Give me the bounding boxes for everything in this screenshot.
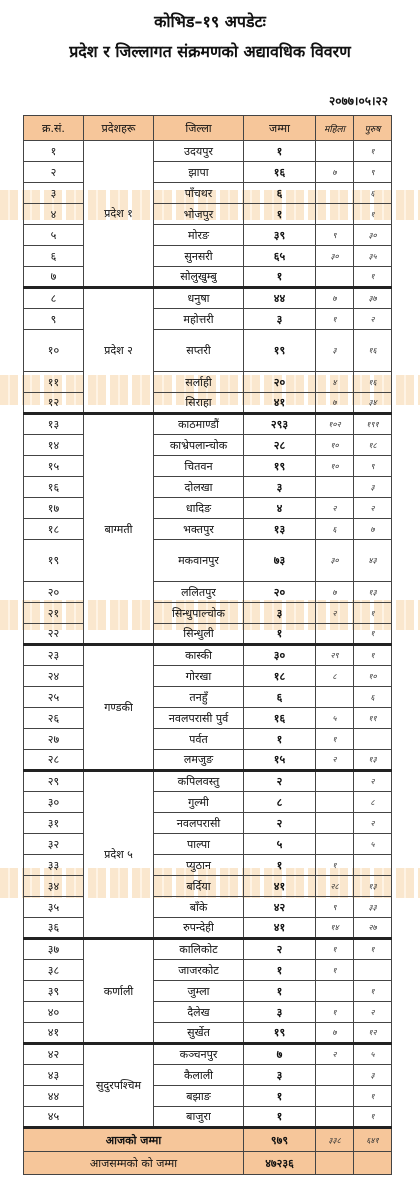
- male-cases-cell: १६: [354, 372, 392, 393]
- total-cases-cell: ६: [244, 687, 316, 708]
- female-cases-cell: [316, 687, 354, 708]
- province-name-cell: कर्णाली: [84, 939, 154, 1044]
- district-name-cell: बझाङ: [154, 1086, 244, 1107]
- serial-number-cell: २: [24, 162, 84, 183]
- male-cases-cell: १: [354, 141, 392, 162]
- female-cases-cell: [316, 183, 354, 204]
- total-cases-cell: १: [244, 141, 316, 162]
- female-cases-cell: १०: [316, 435, 354, 456]
- serial-number-cell: २२: [24, 624, 84, 645]
- table-row: [24, 855, 392, 876]
- district-name-cell: गुल्मी: [154, 792, 244, 813]
- district-name-cell: उदयपुर: [154, 141, 244, 162]
- cumulative-total-row: [24, 1152, 392, 1175]
- female-cases-cell: [316, 771, 354, 792]
- district-name-cell: बाँके: [154, 897, 244, 918]
- district-name-cell: नवलपरासी पुर्व: [154, 708, 244, 729]
- total-cases-cell: १: [244, 855, 316, 876]
- male-cases-cell: ३७: [354, 288, 392, 309]
- table-row: [24, 267, 392, 288]
- serial-number-cell: ४५: [24, 1107, 84, 1128]
- table-row: [24, 1065, 392, 1086]
- female-cases-cell: ५: [316, 708, 354, 729]
- table-row: [24, 540, 392, 582]
- female-cases-cell: [316, 141, 354, 162]
- table-row: [24, 330, 392, 372]
- district-name-cell: महोत्तरी: [154, 309, 244, 330]
- province-name-cell: प्रदेश २: [84, 288, 154, 414]
- serial-number-cell: ४३: [24, 1065, 84, 1086]
- serial-number-cell: ९: [24, 309, 84, 330]
- col-header-total: जम्मा: [244, 116, 316, 141]
- serial-number-cell: १८: [24, 519, 84, 540]
- district-name-cell: प्युठान: [154, 855, 244, 876]
- district-name-cell: लमजुङ: [154, 750, 244, 771]
- serial-number-cell: १: [24, 141, 84, 162]
- female-cases-cell: १: [316, 960, 354, 981]
- district-name-cell: भक्तपुर: [154, 519, 244, 540]
- male-cases-cell: २: [354, 771, 392, 792]
- total-cases-cell: ४१: [244, 393, 316, 414]
- total-cases-cell: १५: [244, 750, 316, 771]
- female-cases-cell: २: [316, 750, 354, 771]
- table-row: [24, 393, 392, 414]
- male-cases-cell: ८: [354, 792, 392, 813]
- female-cases-cell: [316, 1065, 354, 1086]
- total-cases-cell: १८: [244, 666, 316, 687]
- female-cases-cell: २: [316, 603, 354, 624]
- total-cases-cell: २०: [244, 582, 316, 603]
- district-name-cell: सिन्धुली: [154, 624, 244, 645]
- female-cases-cell: ४: [316, 372, 354, 393]
- female-cases-cell: १०२: [316, 414, 354, 435]
- district-name-cell: भोजपुर: [154, 204, 244, 225]
- total-cases-cell: १६: [244, 162, 316, 183]
- total-cases-cell: ४: [244, 498, 316, 519]
- total-cases-cell: १: [244, 204, 316, 225]
- serial-number-cell: ३९: [24, 981, 84, 1002]
- male-cases-cell: १: [354, 939, 392, 960]
- female-cases-cell: १: [316, 1002, 354, 1023]
- col-header-district: जिल्ला: [154, 116, 244, 141]
- table-row: [24, 204, 392, 225]
- male-cases-cell: १: [354, 981, 392, 1002]
- male-cases-cell: ३०: [354, 225, 392, 246]
- female-cases-cell: ९: [316, 225, 354, 246]
- male-cases-cell: ९: [354, 162, 392, 183]
- serial-number-cell: ३५: [24, 897, 84, 918]
- female-cases-cell: ८: [316, 666, 354, 687]
- male-cases-cell: ५: [354, 1044, 392, 1065]
- district-name-cell: जाजरकोट: [154, 960, 244, 981]
- serial-number-cell: २६: [24, 708, 84, 729]
- total-cases-cell: १९: [244, 330, 316, 372]
- col-header-male: पुरुष: [354, 116, 392, 141]
- female-cases-cell: [316, 267, 354, 288]
- table-row: [24, 477, 392, 498]
- female-cases-cell: १: [316, 855, 354, 876]
- male-cases-cell: ११: [354, 708, 392, 729]
- table-row: [24, 876, 392, 897]
- male-cases-cell: २: [354, 498, 392, 519]
- serial-number-cell: ३२: [24, 834, 84, 855]
- district-name-cell: पाल्पा: [154, 834, 244, 855]
- total-cases-cell: ३०: [244, 645, 316, 666]
- today-total-row: [24, 1128, 392, 1152]
- total-cases-cell: २: [244, 813, 316, 834]
- male-cases-cell: [354, 960, 392, 981]
- serial-number-cell: ३६: [24, 918, 84, 939]
- table-row: [24, 1044, 392, 1065]
- female-cases-cell: ६: [316, 519, 354, 540]
- serial-number-cell: ३४: [24, 876, 84, 897]
- serial-number-cell: २९: [24, 771, 84, 792]
- serial-number-cell: ८: [24, 288, 84, 309]
- district-name-cell: सिराहा: [154, 393, 244, 414]
- table-body: [24, 141, 392, 1128]
- district-name-cell: तनहुँ: [154, 687, 244, 708]
- female-cases-cell: ९: [316, 897, 354, 918]
- cumulative-empty-cell: [316, 1152, 354, 1175]
- table-row: [24, 750, 392, 771]
- serial-number-cell: १३: [24, 414, 84, 435]
- table-row: [24, 498, 392, 519]
- district-name-cell: सर्लाही: [154, 372, 244, 393]
- female-cases-cell: २९: [316, 645, 354, 666]
- male-cases-cell: १८: [354, 435, 392, 456]
- table-row: [24, 666, 392, 687]
- total-cases-cell: ३: [244, 603, 316, 624]
- male-cases-cell: १: [354, 1107, 392, 1128]
- table-row: [24, 246, 392, 267]
- female-cases-cell: [316, 834, 354, 855]
- serial-number-cell: ३८: [24, 960, 84, 981]
- table-row: [24, 519, 392, 540]
- serial-number-cell: १४: [24, 435, 84, 456]
- today-total-label: आजको जम्मा: [24, 1128, 244, 1152]
- district-name-cell: चितवन: [154, 456, 244, 477]
- male-cases-cell: ४३: [354, 540, 392, 582]
- district-name-cell: सुनसरी: [154, 246, 244, 267]
- female-cases-cell: १०: [316, 456, 354, 477]
- total-cases-cell: ५: [244, 834, 316, 855]
- total-cases-cell: १: [244, 624, 316, 645]
- serial-number-cell: २७: [24, 729, 84, 750]
- district-name-cell: कैलाली: [154, 1065, 244, 1086]
- total-cases-cell: २९३: [244, 414, 316, 435]
- serial-number-cell: २५: [24, 687, 84, 708]
- table-row: [24, 939, 392, 960]
- male-cases-cell: ५: [354, 834, 392, 855]
- total-cases-cell: २: [244, 939, 316, 960]
- district-name-cell: काभ्रेपलान्चोक: [154, 435, 244, 456]
- district-name-cell: बर्दिया: [154, 876, 244, 897]
- table-row: [24, 183, 392, 204]
- female-cases-cell: २८: [316, 876, 354, 897]
- province-name-cell: गण्डकी: [84, 645, 154, 771]
- female-cases-cell: [316, 813, 354, 834]
- total-cases-cell: ६: [244, 183, 316, 204]
- district-name-cell: बाजुरा: [154, 1107, 244, 1128]
- district-name-cell: पर्वत: [154, 729, 244, 750]
- total-cases-cell: ७: [244, 1044, 316, 1065]
- table-row: [24, 729, 392, 750]
- male-cases-cell: [354, 855, 392, 876]
- province-name-cell: प्रदेश ५: [84, 771, 154, 939]
- total-cases-cell: १: [244, 981, 316, 1002]
- district-name-cell: झापा: [154, 162, 244, 183]
- table-row: [24, 708, 392, 729]
- male-cases-cell: १: [354, 624, 392, 645]
- table-row: [24, 918, 392, 939]
- male-cases-cell: ३: [354, 1065, 392, 1086]
- male-cases-cell: ३४: [354, 393, 392, 414]
- total-cases-cell: ३: [244, 309, 316, 330]
- total-cases-cell: १९: [244, 456, 316, 477]
- male-cases-cell: ६: [354, 687, 392, 708]
- table-row: [24, 897, 392, 918]
- total-cases-cell: ४१: [244, 876, 316, 897]
- female-cases-cell: १: [316, 939, 354, 960]
- district-name-cell: दोलखा: [154, 477, 244, 498]
- district-name-cell: मकवानपुर: [154, 540, 244, 582]
- male-cases-cell: २: [354, 309, 392, 330]
- male-cases-cell: १: [354, 267, 392, 288]
- total-cases-cell: २: [244, 771, 316, 792]
- serial-number-cell: २१: [24, 603, 84, 624]
- male-cases-cell: १२: [354, 1023, 392, 1044]
- table-row: [24, 771, 392, 792]
- female-cases-cell: ३: [316, 330, 354, 372]
- province-name-cell: सुदुरपश्चिम: [84, 1044, 154, 1128]
- report-date: २०७७।०५।२२: [328, 94, 388, 108]
- female-cases-cell: १४: [316, 918, 354, 939]
- serial-number-cell: ३: [24, 183, 84, 204]
- serial-number-cell: ४४: [24, 1086, 84, 1107]
- district-name-cell: सप्तरी: [154, 330, 244, 372]
- male-cases-cell: ७: [354, 519, 392, 540]
- female-cases-cell: ३०: [316, 540, 354, 582]
- table-row: [24, 582, 392, 603]
- today-female-value: ३३८: [316, 1128, 354, 1152]
- male-cases-cell: १३: [354, 582, 392, 603]
- female-cases-cell: २: [316, 1044, 354, 1065]
- serial-number-cell: ३३: [24, 855, 84, 876]
- district-name-cell: मोरङ: [154, 225, 244, 246]
- male-cases-cell: २७: [354, 918, 392, 939]
- table-row: [24, 309, 392, 330]
- total-cases-cell: १: [244, 1086, 316, 1107]
- female-cases-cell: [316, 1086, 354, 1107]
- female-cases-cell: [316, 204, 354, 225]
- table-row: [24, 288, 392, 309]
- district-name-cell: सुर्खेत: [154, 1023, 244, 1044]
- table-row: [24, 981, 392, 1002]
- district-name-cell: गोरखा: [154, 666, 244, 687]
- table-row: [24, 687, 392, 708]
- district-name-cell: पाँचथर: [154, 183, 244, 204]
- total-cases-cell: १६: [244, 708, 316, 729]
- serial-number-cell: ४१: [24, 1023, 84, 1044]
- cumulative-total-label: आजसम्मको को जम्मा: [24, 1152, 244, 1175]
- district-name-cell: कपिलवस्तु: [154, 771, 244, 792]
- title-line-2: प्रदेश र जिल्लागत संक्रमणको अद्यावधिक विवरण: [69, 42, 351, 61]
- province-name-cell: बाग्मती: [84, 414, 154, 645]
- male-cases-cell: १३: [354, 750, 392, 771]
- female-cases-cell: [316, 477, 354, 498]
- serial-number-cell: ४: [24, 204, 84, 225]
- serial-number-cell: ५: [24, 225, 84, 246]
- total-cases-cell: २०: [244, 372, 316, 393]
- male-cases-cell: १०: [354, 666, 392, 687]
- total-cases-cell: ६५: [244, 246, 316, 267]
- female-cases-cell: ७: [316, 582, 354, 603]
- serial-number-cell: २८: [24, 750, 84, 771]
- table-row: [24, 834, 392, 855]
- district-name-cell: सिन्धुपाल्चोक: [154, 603, 244, 624]
- district-name-cell: नवलपरासी: [154, 813, 244, 834]
- serial-number-cell: ४०: [24, 1002, 84, 1023]
- serial-number-cell: १२: [24, 393, 84, 414]
- female-cases-cell: १: [316, 729, 354, 750]
- male-cases-cell: ३: [354, 477, 392, 498]
- table-row: [24, 162, 392, 183]
- table-row: [24, 603, 392, 624]
- female-cases-cell: [316, 981, 354, 1002]
- male-cases-cell: २: [354, 813, 392, 834]
- serial-number-cell: १०: [24, 330, 84, 372]
- female-cases-cell: ७: [316, 288, 354, 309]
- total-cases-cell: ३: [244, 1002, 316, 1023]
- col-header-female: महिला: [316, 116, 354, 141]
- total-cases-cell: ३९: [244, 225, 316, 246]
- table-header-row: [24, 116, 392, 141]
- total-cases-cell: १९: [244, 1023, 316, 1044]
- district-name-cell: धादिङ: [154, 498, 244, 519]
- serial-number-cell: ११: [24, 372, 84, 393]
- male-cases-cell: १३: [354, 876, 392, 897]
- total-cases-cell: ४१: [244, 918, 316, 939]
- serial-number-cell: ३७: [24, 939, 84, 960]
- serial-number-cell: ७: [24, 267, 84, 288]
- cumulative-total-value: ४७२३६: [244, 1152, 316, 1175]
- today-male-value: ६४१: [354, 1128, 392, 1152]
- district-name-cell: धनुषा: [154, 288, 244, 309]
- serial-number-cell: ३१: [24, 813, 84, 834]
- total-cases-cell: १: [244, 729, 316, 750]
- total-cases-cell: ४२: [244, 897, 316, 918]
- serial-number-cell: ६: [24, 246, 84, 267]
- male-cases-cell: ९: [354, 456, 392, 477]
- table-row: [24, 1086, 392, 1107]
- serial-number-cell: १७: [24, 498, 84, 519]
- female-cases-cell: [316, 1107, 354, 1128]
- table-row: [24, 141, 392, 162]
- district-name-cell: ललितपुर: [154, 582, 244, 603]
- serial-number-cell: २४: [24, 666, 84, 687]
- district-name-cell: रुपन्देही: [154, 918, 244, 939]
- female-cases-cell: ७: [316, 1023, 354, 1044]
- total-cases-cell: १: [244, 267, 316, 288]
- table-row: [24, 792, 392, 813]
- title-line-1: कोभिड–१९ अपडेटः: [154, 12, 266, 31]
- male-cases-cell: १: [354, 1086, 392, 1107]
- district-name-cell: दैलेख: [154, 1002, 244, 1023]
- today-total-value: ९७९: [244, 1128, 316, 1152]
- district-name-cell: कालिकोट: [154, 939, 244, 960]
- district-covid-table: [23, 115, 392, 1175]
- serial-number-cell: १६: [24, 477, 84, 498]
- male-cases-cell: १: [354, 204, 392, 225]
- male-cases-cell: १: [354, 645, 392, 666]
- male-cases-cell: १९१: [354, 414, 392, 435]
- district-name-cell: जुम्ला: [154, 981, 244, 1002]
- province-name-cell: प्रदेश १: [84, 141, 154, 288]
- total-cases-cell: १: [244, 960, 316, 981]
- female-cases-cell: [316, 624, 354, 645]
- serial-number-cell: ४२: [24, 1044, 84, 1065]
- male-cases-cell: १६: [354, 330, 392, 372]
- table-row: [24, 645, 392, 666]
- table-row: [24, 813, 392, 834]
- total-cases-cell: ३: [244, 1065, 316, 1086]
- male-cases-cell: ३५: [354, 246, 392, 267]
- col-header-province: प्रदेशहरू: [84, 116, 154, 141]
- district-name-cell: कास्की: [154, 645, 244, 666]
- total-cases-cell: २८: [244, 435, 316, 456]
- total-cases-cell: ७३: [244, 540, 316, 582]
- male-cases-cell: २: [354, 1002, 392, 1023]
- district-name-cell: कञ्चनपुर: [154, 1044, 244, 1065]
- total-cases-cell: १: [244, 1107, 316, 1128]
- col-header-sn: क्र.सं.: [24, 116, 84, 141]
- table-row: [24, 225, 392, 246]
- female-cases-cell: ७: [316, 393, 354, 414]
- male-cases-cell: [354, 729, 392, 750]
- total-cases-cell: ८: [244, 792, 316, 813]
- table-row: [24, 960, 392, 981]
- table-row: [24, 1107, 392, 1128]
- total-cases-cell: ४४: [244, 288, 316, 309]
- serial-number-cell: २०: [24, 582, 84, 603]
- serial-number-cell: १९: [24, 540, 84, 582]
- total-cases-cell: १३: [244, 519, 316, 540]
- male-cases-cell: ३३: [354, 897, 392, 918]
- table-row: [24, 624, 392, 645]
- female-cases-cell: २: [316, 498, 354, 519]
- serial-number-cell: २३: [24, 645, 84, 666]
- female-cases-cell: १: [316, 309, 354, 330]
- table-row: [24, 456, 392, 477]
- table-row: [24, 1002, 392, 1023]
- table-row: [24, 414, 392, 435]
- female-cases-cell: [316, 792, 354, 813]
- serial-number-cell: ३०: [24, 792, 84, 813]
- district-name-cell: सोलुखुम्बु: [154, 267, 244, 288]
- male-cases-cell: १: [354, 603, 392, 624]
- male-cases-cell: ६: [354, 183, 392, 204]
- table-row: [24, 372, 392, 393]
- district-name-cell: काठमाण्डौं: [154, 414, 244, 435]
- female-cases-cell: ३०: [316, 246, 354, 267]
- table-row: [24, 435, 392, 456]
- table-row: [24, 1023, 392, 1044]
- female-cases-cell: ७: [316, 162, 354, 183]
- cumulative-empty-cell: [354, 1152, 392, 1175]
- serial-number-cell: १५: [24, 456, 84, 477]
- total-cases-cell: ३: [244, 477, 316, 498]
